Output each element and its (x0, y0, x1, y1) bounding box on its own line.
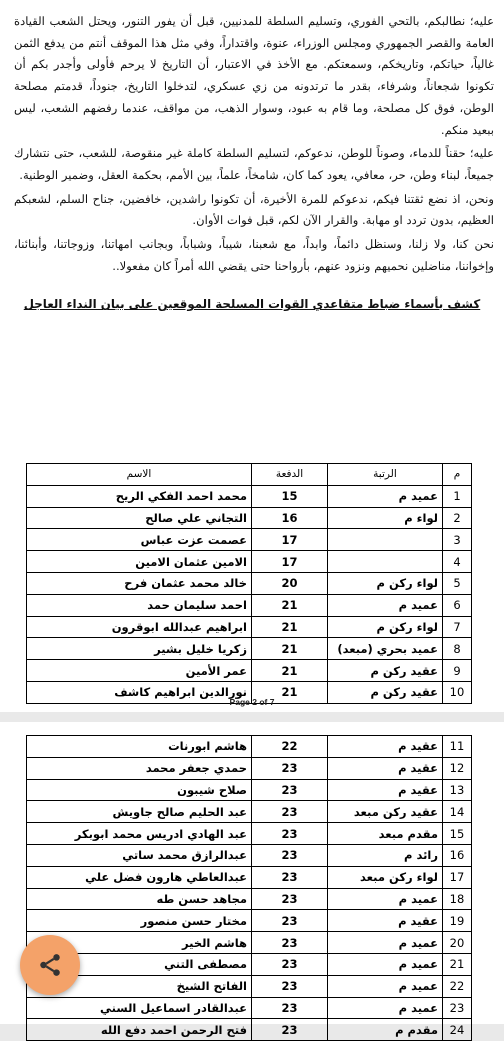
cell-rank: عميد م (328, 594, 443, 616)
table-row (27, 888, 472, 910)
paragraph-4: نحن كنا، ولا زلنا، وسنظل دائماً، وابداً، مع شعبنا، شيباً، وشباباً، وبجانب امهاتنا، وزوجاتنا، وأبنائنا، وإخواننا، مناضلين نحميهم ونزود عنهم، بأرواحنا حتى يقضي الله أمراً كان مفعولا.. (14, 237, 494, 273)
cell-rank: لواء ركن م (328, 572, 443, 594)
cell-no: 23 (443, 997, 472, 1019)
signatories-list-title: كشف بأسماء ضباط متقاعدي القوات المسلحة الموقعين على بيان النداء العاجل (23, 297, 481, 312)
table-row (27, 572, 472, 594)
cell-name: الفاتح الشيخ (27, 975, 252, 997)
cell-name: هاشم ابورنات (27, 736, 252, 758)
column-header-rank: الرتبة (328, 464, 443, 486)
cell-no: 17 (443, 866, 472, 888)
cell-rank: لواء ركن م (328, 616, 443, 638)
cell-batch: 16 (252, 507, 328, 529)
cell-no: 21 (443, 953, 472, 975)
cell-name: عبدالرازق محمد ساتي (27, 844, 252, 866)
cell-batch: 22 (252, 736, 328, 758)
table-row (27, 823, 472, 845)
cell-rank: عقيد ركن مبعد (328, 801, 443, 823)
cell-name: عبد الهادي ادريس محمد ابوبكر (27, 823, 252, 845)
cell-batch: 21 (252, 616, 328, 638)
table-row (27, 551, 472, 573)
cell-no: 19 (443, 910, 472, 932)
cell-batch: 21 (252, 681, 328, 703)
cell-no: 8 (443, 638, 472, 660)
cell-name: عبدالعاطي هارون فضل علي (27, 866, 252, 888)
table-row (27, 910, 472, 932)
cell-no: 20 (443, 932, 472, 954)
cell-name: مصطفى التني (27, 953, 252, 975)
cell-batch: 23 (252, 779, 328, 801)
cell-rank: عميد م (328, 953, 443, 975)
cell-name: مختار حسن منصور (27, 910, 252, 932)
cell-rank: عميد م (328, 932, 443, 954)
cell-batch: 23 (252, 975, 328, 997)
table-row (27, 594, 472, 616)
cell-name: عصمت عزت عباس (27, 529, 252, 551)
table-row (27, 997, 472, 1019)
table-row (27, 529, 472, 551)
cell-rank: عميد م (328, 888, 443, 910)
cell-name: عبدالقادر اسماعيل السني (27, 997, 252, 1019)
cell-no: 12 (443, 757, 472, 779)
cell-name: زكريا خليل بشير (27, 638, 252, 660)
cell-rank: عقيد م (328, 736, 443, 758)
cell-no: 4 (443, 551, 472, 573)
cell-rank: عقيد م (328, 757, 443, 779)
cell-rank: عميد م (328, 975, 443, 997)
signatories-table (26, 463, 472, 704)
table-row (27, 779, 472, 801)
column-header-no: م (443, 464, 472, 486)
cell-rank (328, 551, 443, 573)
column-header-batch: الدفعة (252, 464, 328, 486)
column-header-name: الاسم (27, 464, 252, 486)
table-body (27, 485, 472, 703)
cell-rank: مقدم م (328, 1019, 443, 1041)
cell-no: 10 (443, 681, 472, 703)
cell-no: 7 (443, 616, 472, 638)
cell-batch: 17 (252, 529, 328, 551)
cell-no: 3 (443, 529, 472, 551)
cell-rank: عقيد ركن م (328, 681, 443, 703)
table-row (27, 485, 472, 507)
cell-batch: 17 (252, 551, 328, 573)
cell-batch: 23 (252, 757, 328, 779)
paragraph-2: عليه؛ حقناً للدماء، وصوناً للوطن، ندعوكم، لتسليم السلطة كاملة غير منقوصة، للشعب، حتى نتشارك جميعاً، لبناء وطن، حر، معافي، يعود كما كان، شامخاً، علماً، بين الأمم، بحكمة العقل، وضمير الوطنية. (14, 146, 494, 182)
cell-no: 5 (443, 572, 472, 594)
cell-batch: 20 (252, 572, 328, 594)
cell-no: 15 (443, 823, 472, 845)
signatories-table-continued (26, 735, 472, 1041)
statement-text (0, 0, 504, 311)
page-number-label: Page 2 of 7 (229, 697, 275, 707)
cell-batch: 23 (252, 801, 328, 823)
cell-batch: 23 (252, 844, 328, 866)
cell-batch: 23 (252, 866, 328, 888)
table-row (27, 1019, 472, 1041)
table-row (27, 953, 472, 975)
cell-name: خالد محمد عثمان فرح (27, 572, 252, 594)
table-header-row (27, 464, 472, 486)
cell-no: 22 (443, 975, 472, 997)
cell-batch: 23 (252, 997, 328, 1019)
cell-name: احمد سليمان حمد (27, 594, 252, 616)
cell-batch: 23 (252, 888, 328, 910)
cell-no: 16 (443, 844, 472, 866)
cell-rank: عقيد ركن م (328, 660, 443, 682)
cell-rank: لواء ركن مبعد (328, 866, 443, 888)
cell-rank: عميد بحري (مبعد) (328, 638, 443, 660)
cell-rank: عقيد م (328, 910, 443, 932)
table-row (27, 616, 472, 638)
cell-batch: 15 (252, 485, 328, 507)
cell-rank: عقيد م (328, 779, 443, 801)
cell-batch: 23 (252, 953, 328, 975)
cell-name: حمدي جعفر محمد (27, 757, 252, 779)
share-icon (37, 952, 63, 978)
cell-name: ابراهيم عبدالله ابوقرون (27, 616, 252, 638)
cell-no: 24 (443, 1019, 472, 1041)
cell-name: عبد الحليم صالح جاويش (27, 801, 252, 823)
cell-name: هاشم الخير (27, 932, 252, 954)
cell-rank: مقدم مبعد (328, 823, 443, 845)
table-row (27, 866, 472, 888)
table-row (27, 975, 472, 997)
cell-batch: 21 (252, 660, 328, 682)
cell-batch: 23 (252, 1019, 328, 1041)
cell-rank (328, 529, 443, 551)
cell-no: 1 (443, 485, 472, 507)
cell-batch: 23 (252, 910, 328, 932)
cell-rank: لواء م (328, 507, 443, 529)
paragraph-3: ونحن، اذ نضع ثقتنا فيكم، ندعوكم للمرة الأخيرة، أن تكونوا راشدين، خافضين، جناح السلم، لشعبكم العظيم، بدون تردد او مهابة. والقرار الآن لكم، قبل فوات الأوان. (14, 191, 494, 228)
table-row (27, 844, 472, 866)
cell-name: عمر الأمين (27, 660, 252, 682)
table-body (27, 736, 472, 1041)
table-row (27, 757, 472, 779)
cell-no: 18 (443, 888, 472, 910)
cell-rank: عميد م (328, 997, 443, 1019)
cell-name: محمد احمد الفكي الريح (27, 485, 252, 507)
cell-batch: 23 (252, 823, 328, 845)
table-row (27, 801, 472, 823)
cell-no: 13 (443, 779, 472, 801)
cell-no: 6 (443, 594, 472, 616)
cell-name: التجاني علي صالح (27, 507, 252, 529)
table-row (27, 932, 472, 954)
cell-rank: عميد م (328, 485, 443, 507)
cell-no: 14 (443, 801, 472, 823)
cell-name: صلاح شيبون (27, 779, 252, 801)
cell-name: مجاهد حسن طه (27, 888, 252, 910)
paragraph-1: عليه؛ نطالبكم، بالتحي الفوري، وتسليم السلطة للمدنيين، قبل أن يفور التنور، ويحتل الشعب القيادة العامة والقصر الجمهوري ومجلس الوزراء، عنوة، واقتداراً، وفي مثل هذا الموقف أنتم من يدفع الثمن غالياً، حياتكم، وتاريخكم، وسمعتكم. مع الأخذ في الاعتبار، أن التاريخ لا يرحم فأولى وأجدر بكم أن تكونوا شجعاناً، وشرفاء، بقدر ما ترتدونه من زي عسكري، لتدخلوا التاريخ، جنوداً، قدمتم مصلحة الوطن، فوق كل مصلحة، وما قام به عبود، وسوار الذهب، من مواقف، عندما رفضهم الشعب، ليس ببعيد منكم. (14, 14, 494, 137)
table-row (27, 507, 472, 529)
cell-no: 2 (443, 507, 472, 529)
cell-name: نورالدين ابراهيم كاشف (27, 681, 252, 703)
share-button[interactable] (20, 935, 80, 995)
cell-batch: 21 (252, 594, 328, 616)
cell-no: 9 (443, 660, 472, 682)
cell-batch: 23 (252, 932, 328, 954)
cell-no: 11 (443, 736, 472, 758)
table-row (27, 660, 472, 682)
cell-name: الامين عثمان الامين (27, 551, 252, 573)
cell-name: فتح الرحمن احمد دفع الله (27, 1019, 252, 1041)
table-row (27, 638, 472, 660)
cell-rank: رائد م (328, 844, 443, 866)
table-row (27, 736, 472, 758)
cell-batch: 21 (252, 638, 328, 660)
